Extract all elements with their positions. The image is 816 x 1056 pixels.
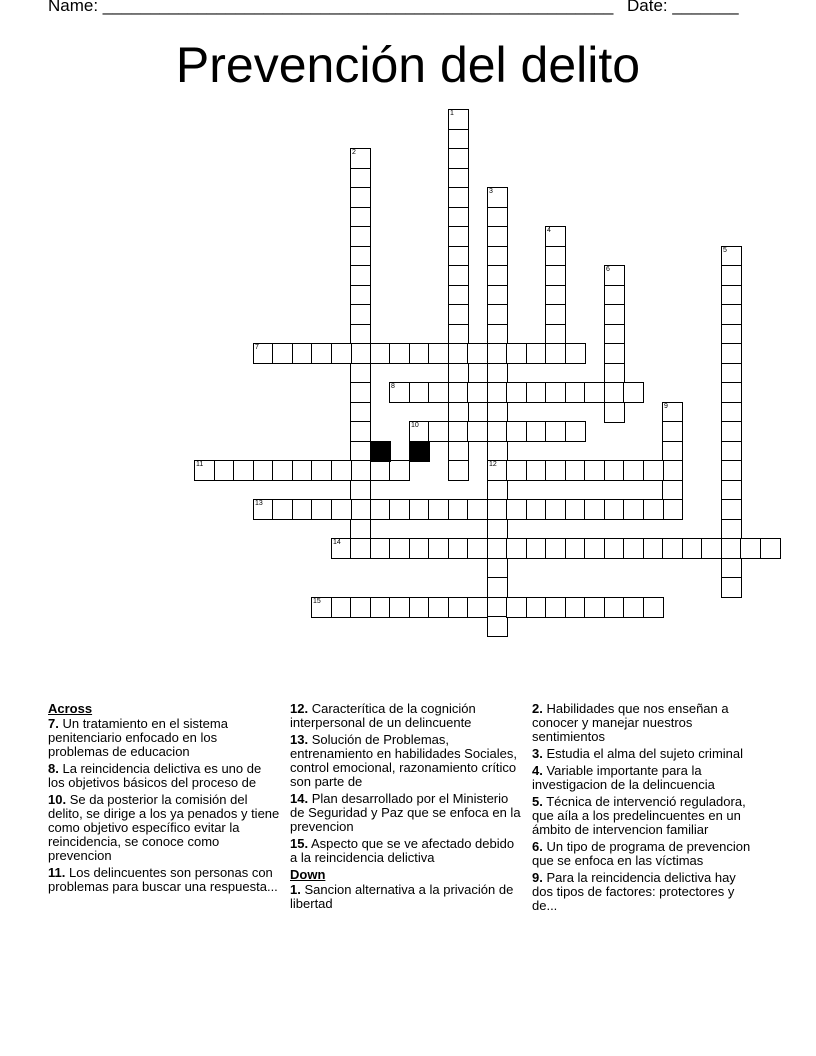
crossword-cell[interactable]: [448, 246, 469, 267]
crossword-cell[interactable]: [272, 499, 293, 520]
crossword-cell[interactable]: [721, 480, 742, 501]
clues-column-3: [532, 702, 754, 916]
crossword-cell[interactable]: [214, 460, 235, 481]
crossword-cell[interactable]: [409, 538, 430, 559]
crossword-cell[interactable]: [487, 363, 508, 384]
crossword-cell[interactable]: [565, 421, 586, 442]
crossword-cell[interactable]: [487, 343, 508, 364]
crossword-cell[interactable]: [506, 597, 527, 618]
crossword-cell[interactable]: [721, 538, 742, 559]
crossword-cell[interactable]: [565, 460, 586, 481]
cell-number: 11: [196, 461, 204, 468]
crossword-cell[interactable]: [487, 304, 508, 325]
crossword-cell[interactable]: [331, 597, 352, 618]
crossword-cell[interactable]: [662, 402, 683, 423]
crossword-cell[interactable]: [526, 421, 547, 442]
crossword-cell[interactable]: [350, 538, 371, 559]
crossword-cell[interactable]: [604, 499, 625, 520]
crossword-cell[interactable]: [448, 129, 469, 150]
crossword-cell[interactable]: [448, 402, 469, 423]
crossword-cell[interactable]: [487, 285, 508, 306]
crossword-cell[interactable]: [448, 207, 469, 228]
date-field-label: Date: _______: [627, 0, 739, 15]
crossword-cell[interactable]: [545, 499, 566, 520]
crossword-cell[interactable]: [545, 460, 566, 481]
crossword-cell[interactable]: [487, 402, 508, 423]
crossword-cell[interactable]: [721, 441, 742, 462]
crossword-cell[interactable]: [487, 577, 508, 598]
crossword-cell[interactable]: [350, 324, 371, 345]
crossword-cell[interactable]: [545, 382, 566, 403]
crossword-cell[interactable]: [721, 246, 742, 267]
crossword-cell[interactable]: [350, 285, 371, 306]
cell-number: 6: [606, 266, 610, 273]
crossword-cell[interactable]: [311, 597, 332, 618]
crossword-cell[interactable]: [467, 421, 488, 442]
crossword-cell[interactable]: [428, 538, 449, 559]
crossword-cell[interactable]: [604, 597, 625, 618]
crossword-cell[interactable]: [350, 460, 371, 481]
crossword-cell[interactable]: [350, 207, 371, 228]
clues-column-2: [290, 702, 522, 914]
crossword-cell[interactable]: [506, 499, 527, 520]
crossword-cell[interactable]: [448, 421, 469, 442]
clue-across-11: 11. Los delincuentes son personas con problemas para buscar una respuesta...: [48, 865, 278, 894]
cell-number: 10: [411, 422, 419, 429]
crossword-cell[interactable]: [487, 480, 508, 501]
crossword-cell[interactable]: [272, 343, 293, 364]
crossword-cell[interactable]: [545, 246, 566, 267]
crossword-cell[interactable]: [331, 343, 352, 364]
crossword-cell[interactable]: [370, 597, 391, 618]
crossword-block-cell: [370, 441, 391, 462]
crossword-cell[interactable]: [545, 597, 566, 618]
crossword-cell[interactable]: [506, 421, 527, 442]
crossword-cell[interactable]: [409, 421, 430, 442]
crossword-cell[interactable]: [350, 441, 371, 462]
cell-number: 2: [352, 149, 356, 156]
crossword-cell[interactable]: [370, 499, 391, 520]
crossword-cell[interactable]: [487, 538, 508, 559]
crossword-cell[interactable]: [350, 421, 371, 442]
cell-number: 3: [489, 188, 493, 195]
clue-down-4: 4. Variable importante para la investigacion de la delincuencia: [532, 763, 715, 792]
crossword-cell[interactable]: [721, 460, 742, 481]
clue-down-6: 6. Un tipo de programa de prevencion que se enfoca en las víctimas: [532, 839, 751, 868]
clue-across-12: 12. Caracterítica de la cognición interpersonal de un delincuente: [290, 701, 476, 730]
crossword-cell[interactable]: [545, 538, 566, 559]
crossword-cell[interactable]: [623, 538, 644, 559]
crossword-cell[interactable]: [467, 382, 488, 403]
crossword-cell[interactable]: [721, 343, 742, 364]
crossword-cell[interactable]: [350, 265, 371, 286]
crossword-cell[interactable]: [506, 538, 527, 559]
crossword-cell[interactable]: [545, 226, 566, 247]
crossword-cell[interactable]: [487, 226, 508, 247]
crossword-cell[interactable]: [643, 499, 664, 520]
crossword-cell[interactable]: [584, 499, 605, 520]
crossword-cell[interactable]: [448, 324, 469, 345]
across-heading: Across: [48, 701, 93, 716]
crossword-cell[interactable]: [350, 519, 371, 540]
crossword-cell[interactable]: [389, 382, 410, 403]
crossword-cell[interactable]: [350, 226, 371, 247]
crossword-cell[interactable]: [565, 499, 586, 520]
crossword-cell[interactable]: [662, 441, 683, 462]
crossword-cell[interactable]: [350, 187, 371, 208]
crossword-cell[interactable]: [643, 538, 664, 559]
clue-across-8: 8. La reincidencia delictiva es uno de los objetivos básicos del proceso de: [48, 761, 262, 790]
crossword-cell[interactable]: [682, 538, 703, 559]
crossword-cell[interactable]: [350, 363, 371, 384]
crossword-cell[interactable]: [584, 597, 605, 618]
cell-number: 1: [450, 110, 454, 117]
crossword-cell[interactable]: [311, 343, 332, 364]
crossword-cell[interactable]: [545, 285, 566, 306]
crossword-cell[interactable]: [448, 109, 469, 130]
crossword-cell[interactable]: [448, 168, 469, 189]
cell-number: 7: [255, 344, 259, 351]
clue-down-1: 1. Sancion alternativa a la privación de libertad: [290, 882, 514, 911]
crossword-cell[interactable]: [194, 460, 215, 481]
clue-across-15: 15. Aspecto que se ve afectado debido a la reincidencia delictiva: [290, 836, 515, 865]
crossword-cell[interactable]: [448, 597, 469, 618]
crossword-cell[interactable]: [448, 304, 469, 325]
crossword-cell[interactable]: [467, 343, 488, 364]
crossword-cell[interactable]: [487, 246, 508, 267]
crossword-cell[interactable]: [721, 324, 742, 345]
name-field-label: Name: ______________________________________________________: [48, 0, 614, 15]
crossword-cell[interactable]: [409, 597, 430, 618]
crossword-cell[interactable]: [487, 460, 508, 481]
crossword-cell[interactable]: [584, 460, 605, 481]
crossword-cell[interactable]: [565, 538, 586, 559]
crossword-cell[interactable]: [448, 441, 469, 462]
crossword-cell[interactable]: [448, 285, 469, 306]
crossword-cell[interactable]: [409, 499, 430, 520]
crossword-cell[interactable]: [662, 538, 683, 559]
cell-number: 9: [664, 403, 668, 410]
crossword-cell[interactable]: [448, 265, 469, 286]
crossword-cell[interactable]: [311, 499, 332, 520]
crossword-cell[interactable]: [740, 538, 761, 559]
crossword-cell[interactable]: [506, 343, 527, 364]
crossword-cell[interactable]: [448, 460, 469, 481]
clue-down-2: 2. Habilidades que nos enseñan a conocer y manejar nuestros sentimientos: [532, 701, 729, 744]
crossword-cell[interactable]: [545, 265, 566, 286]
crossword-cell[interactable]: [467, 499, 488, 520]
crossword-cell[interactable]: [487, 499, 508, 520]
crossword-cell[interactable]: [448, 538, 469, 559]
cell-number: 4: [547, 227, 551, 234]
crossword-cell[interactable]: [526, 343, 547, 364]
clue-down-9: 9. Para la reincidencia delictiva hay dos tipos de factores: protectores y de...: [532, 870, 736, 913]
crossword-cell[interactable]: [623, 382, 644, 403]
crossword-cell[interactable]: [467, 538, 488, 559]
crossword-cell[interactable]: [487, 421, 508, 442]
crossword-cell[interactable]: [428, 499, 449, 520]
crossword-cell[interactable]: [233, 460, 254, 481]
crossword-cell[interactable]: [604, 460, 625, 481]
crossword-cell[interactable]: [350, 402, 371, 423]
crossword-cell[interactable]: [350, 148, 371, 169]
clues-column-1: [48, 702, 280, 897]
crossword-cell[interactable]: [331, 538, 352, 559]
crossword-cell[interactable]: [623, 460, 644, 481]
crossword-cell[interactable]: [526, 499, 547, 520]
crossword-cell[interactable]: [623, 499, 644, 520]
clue-across-13: 13. Solución de Problemas, entrenamiento en habilidades Sociales, control emocional, razonamiento crítico son parte de: [290, 732, 517, 789]
crossword-cell[interactable]: [448, 148, 469, 169]
crossword-cell[interactable]: [545, 304, 566, 325]
crossword-cell[interactable]: [721, 499, 742, 520]
crossword-cell[interactable]: [487, 207, 508, 228]
crossword-cell[interactable]: [253, 499, 274, 520]
crossword-cell[interactable]: [643, 597, 664, 618]
crossword-cell[interactable]: [721, 382, 742, 403]
crossword-cell[interactable]: [448, 187, 469, 208]
crossword-cell[interactable]: [409, 382, 430, 403]
crossword-cell[interactable]: [565, 343, 586, 364]
crossword-cell[interactable]: [448, 363, 469, 384]
cell-number: 13: [255, 500, 263, 507]
crossword-cell[interactable]: [350, 480, 371, 501]
crossword-cell[interactable]: [506, 382, 527, 403]
crossword-cell[interactable]: [604, 265, 625, 286]
crossword-cell[interactable]: [584, 382, 605, 403]
crossword-cell[interactable]: [721, 421, 742, 442]
crossword-cell[interactable]: [565, 382, 586, 403]
crossword-cell[interactable]: [584, 538, 605, 559]
crossword-cell[interactable]: [448, 343, 469, 364]
crossword-cell[interactable]: [350, 168, 371, 189]
crossword-cell[interactable]: [643, 460, 664, 481]
crossword-cell[interactable]: [389, 499, 410, 520]
crossword-cell[interactable]: [721, 304, 742, 325]
crossword-cell[interactable]: [721, 577, 742, 598]
clue-across-14: 14. Plan desarrollado por el Ministerio de Seguridad y Paz que se enfoca en la prevencion: [290, 791, 521, 834]
crossword-cell[interactable]: [428, 421, 449, 442]
clue-across-7: 7. Un tratamiento en el sistema penitenciario enfocado en los problemas de educacion: [48, 716, 228, 759]
crossword-cell[interactable]: [565, 597, 586, 618]
crossword-cell[interactable]: [604, 382, 625, 403]
crossword-cell[interactable]: [623, 597, 644, 618]
crossword-cell[interactable]: [350, 246, 371, 267]
crossword-cell[interactable]: [389, 597, 410, 618]
crossword-cell[interactable]: [487, 265, 508, 286]
crossword-cell[interactable]: [487, 382, 508, 403]
crossword-cell[interactable]: [428, 597, 449, 618]
crossword-cell[interactable]: [604, 304, 625, 325]
crossword-cell[interactable]: [662, 421, 683, 442]
down-heading: Down: [290, 867, 326, 882]
crossword-cell[interactable]: [467, 597, 488, 618]
crossword-cell[interactable]: [721, 363, 742, 384]
crossword-block-cell: [409, 441, 430, 462]
cell-number: 15: [313, 598, 321, 605]
crossword-cell[interactable]: [526, 382, 547, 403]
crossword-cell[interactable]: [331, 460, 352, 481]
crossword-cell[interactable]: [448, 382, 469, 403]
crossword-cell[interactable]: [506, 460, 527, 481]
crossword-cell[interactable]: [350, 382, 371, 403]
crossword-cell[interactable]: [545, 324, 566, 345]
crossword-cell[interactable]: [389, 343, 410, 364]
crossword-cell[interactable]: [545, 421, 566, 442]
crossword-cell[interactable]: [370, 343, 391, 364]
crossword-cell[interactable]: [604, 402, 625, 423]
crossword-cell[interactable]: [662, 480, 683, 501]
crossword-cell[interactable]: [272, 460, 293, 481]
crossword-cell[interactable]: [721, 285, 742, 306]
crossword-cell[interactable]: [604, 363, 625, 384]
crossword-cell[interactable]: [721, 558, 742, 579]
crossword-cell[interactable]: [428, 343, 449, 364]
crossword-cell[interactable]: [487, 558, 508, 579]
crossword-cell[interactable]: [545, 343, 566, 364]
crossword-cell[interactable]: [526, 538, 547, 559]
crossword-cell[interactable]: [331, 499, 352, 520]
cell-number: 14: [333, 539, 341, 546]
crossword-cell[interactable]: [487, 441, 508, 462]
crossword-cell[interactable]: [428, 382, 449, 403]
crossword-cell[interactable]: [253, 343, 274, 364]
crossword-cell[interactable]: [370, 460, 391, 481]
clue-across-10: 10. Se da posterior la comisión del delito, se dirige a los ya penados y tiene como objetivo específico evitar la reincidencia, se conoce como prevencion: [48, 792, 280, 863]
crossword-cell[interactable]: [721, 265, 742, 286]
crossword-cell[interactable]: [487, 597, 508, 618]
crossword-cell[interactable]: [253, 460, 274, 481]
crossword-cell[interactable]: [760, 538, 781, 559]
crossword-cell[interactable]: [526, 460, 547, 481]
crossword-cell[interactable]: [350, 304, 371, 325]
crossword-cell[interactable]: [662, 499, 683, 520]
page-title: Prevención del delito: [175, 37, 641, 93]
crossword-cell[interactable]: [292, 499, 313, 520]
cell-number: 12: [489, 461, 497, 468]
crossword-cell[interactable]: [487, 324, 508, 345]
crossword-cell[interactable]: [604, 538, 625, 559]
crossword-cell[interactable]: [448, 499, 469, 520]
crossword-cell[interactable]: [350, 343, 371, 364]
cell-number: 5: [723, 247, 727, 254]
crossword-cell[interactable]: [604, 343, 625, 364]
crossword-cell[interactable]: [721, 519, 742, 540]
crossword-cell[interactable]: [487, 616, 508, 637]
crossword-cell[interactable]: [350, 597, 371, 618]
crossword-cell[interactable]: [604, 324, 625, 345]
crossword-cell[interactable]: [701, 538, 722, 559]
crossword-cell[interactable]: [389, 460, 410, 481]
crossword-cell[interactable]: [721, 402, 742, 423]
crossword-cell[interactable]: [389, 538, 410, 559]
crossword-cell[interactable]: [409, 343, 430, 364]
crossword-cell[interactable]: [662, 460, 683, 481]
clue-down-5: 5. Técnica de intervenció reguladora, que aíla a los predelincuentes en un ámbito de intervencion familiar: [532, 794, 746, 837]
crossword-cell[interactable]: [370, 538, 391, 559]
crossword-cell[interactable]: [350, 499, 371, 520]
crossword-cell[interactable]: [292, 343, 313, 364]
crossword-cell[interactable]: [487, 187, 508, 208]
cell-number: 8: [391, 383, 395, 390]
crossword-cell[interactable]: [487, 519, 508, 540]
crossword-cell[interactable]: [448, 226, 469, 247]
crossword-cell[interactable]: [311, 460, 332, 481]
crossword-cell[interactable]: [604, 285, 625, 306]
clue-down-3: 3. Estudia el alma del sujeto criminal: [532, 746, 744, 761]
crossword-cell[interactable]: [292, 460, 313, 481]
crossword-cell[interactable]: [526, 597, 547, 618]
